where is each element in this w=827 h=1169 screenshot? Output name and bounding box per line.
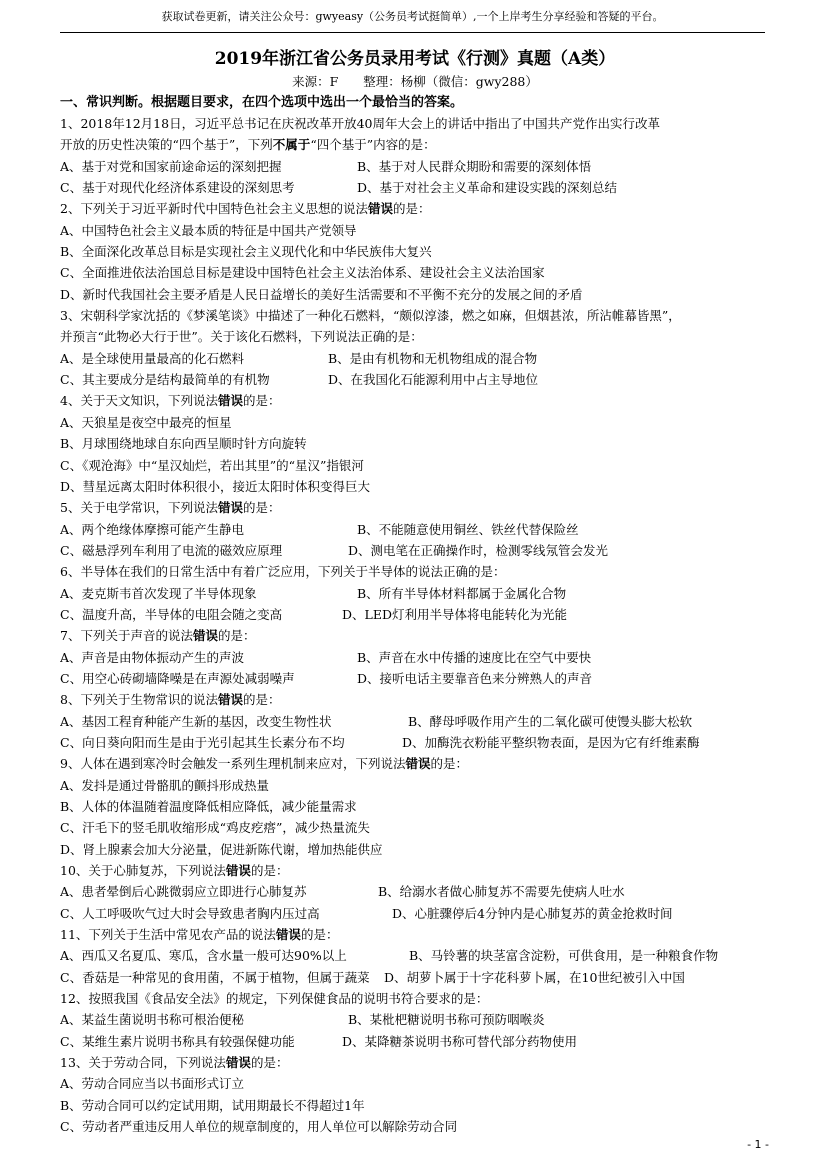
option-a: A、麦克斯韦首次发现了半导体现象 bbox=[60, 585, 257, 601]
page-header bbox=[60, 6, 765, 33]
option-b: B、全面深化改革总目标是实现社会主义现代化和中华民族伟大复兴 bbox=[60, 244, 432, 260]
option-c: C、温度升高，半导体的电阻会随之变高 bbox=[60, 606, 283, 622]
question-stem: 6、半导体在我们的日常生活中有着广泛应用，下列关于半导体的说法正确的是： bbox=[60, 564, 506, 580]
stem-text: 的是： bbox=[250, 863, 289, 879]
stem-keyword: 不属于 bbox=[272, 137, 311, 153]
stem-text: “四个基于”内容的是： bbox=[310, 137, 436, 153]
option-a: A、基因工程育种能产生新的基因，改变生物性状 bbox=[60, 713, 332, 729]
stem-keyword: 错误 bbox=[367, 201, 393, 217]
question-6 bbox=[60, 561, 770, 625]
option-b: B、不能随意使用铜丝、铁丝代替保险丝 bbox=[357, 521, 579, 537]
stem-keyword: 错误 bbox=[225, 863, 251, 879]
option-d: D、在我国化石能源利用中占主导地位 bbox=[328, 372, 539, 388]
option-b: B、基于对人民群众期盼和需要的深刻体悟 bbox=[357, 158, 592, 174]
question-9 bbox=[60, 753, 770, 860]
option-c: C、向日葵向阳而生是由于光引起其生长素分布不均 bbox=[60, 734, 345, 750]
stem-keyword: 错误 bbox=[217, 393, 243, 409]
option-row bbox=[60, 967, 770, 988]
stem-text: 13、关于劳动合同，下列说法 bbox=[60, 1055, 226, 1071]
option-a: A、患者晕倒后心跳微弱应立即进行心肺复苏 bbox=[60, 884, 307, 900]
option-a: A、两个绝缘体摩擦可能产生静电 bbox=[60, 521, 245, 537]
stem-keyword: 错误 bbox=[192, 628, 218, 644]
option-a: A、劳动合同应当以书面形式订立 bbox=[60, 1076, 245, 1092]
question-stem bbox=[60, 390, 770, 411]
stem-text: 8、下列关于生物常识的说法 bbox=[60, 692, 218, 708]
page-number: - 1 - bbox=[747, 1138, 769, 1151]
option-b: B、是由有机物和无机物组成的混合物 bbox=[328, 350, 538, 366]
question-3 bbox=[60, 305, 770, 390]
stem-text: 5、关于电学常识，下列说法 bbox=[60, 500, 218, 516]
stem-text: 的是： bbox=[392, 201, 431, 217]
option-d: D、加酶洗衣粉能平整织物表面，是因为它有纤维素酶 bbox=[402, 734, 700, 750]
question-2 bbox=[60, 198, 770, 305]
question-stem bbox=[60, 860, 770, 881]
option-d: D、基于对社会主义革命和建设实践的深刻总结 bbox=[357, 180, 618, 196]
question-stem bbox=[60, 625, 770, 646]
stem-keyword: 错误 bbox=[217, 500, 243, 516]
option-c: C、用空心砖砌墙降噪是在声源处减弱噪声 bbox=[60, 670, 295, 686]
page-subtitle: 来源：F 整理：杨柳（微信：gwy288） bbox=[292, 74, 538, 89]
question-stem bbox=[60, 689, 770, 710]
question-stem: 并预言“此物必大行于世”。关于该化石燃料，下列说法正确的是： bbox=[60, 329, 423, 345]
option-b: B、声音在水中传播的速度比在空气中要快 bbox=[357, 649, 592, 665]
stem-text: 开放的历史性决策的“四个基于”，下列 bbox=[60, 137, 273, 153]
option-b: B、马铃薯的块茎富含淀粉，可供食用，是一种粮食作物 bbox=[409, 948, 719, 964]
stem-keyword: 错误 bbox=[217, 692, 243, 708]
question-1 bbox=[60, 113, 770, 198]
question-stem: 1、2018年12月18日，习近平总书记在庆祝改革开放40周年大会上的讲话中指出了中国共产党作出实行改革 bbox=[60, 116, 660, 131]
stem-keyword: 错误 bbox=[405, 756, 431, 772]
option-row bbox=[60, 177, 770, 198]
question-stem bbox=[60, 134, 770, 155]
option-row bbox=[60, 369, 770, 390]
option-row bbox=[60, 711, 770, 732]
option-a: A、发抖是通过骨骼肌的颤抖形成热量 bbox=[60, 777, 270, 793]
question-stem bbox=[60, 753, 770, 774]
stem-text: 4、关于天文知识，下列说法 bbox=[60, 393, 218, 409]
stem-text: 的是： bbox=[242, 500, 281, 516]
option-d: D、LED灯利用半导体将电能转化为光能 bbox=[342, 606, 567, 622]
document-body bbox=[60, 46, 770, 1138]
stem-keyword: 错误 bbox=[225, 1055, 251, 1071]
question-10 bbox=[60, 860, 770, 924]
option-row bbox=[60, 647, 770, 668]
option-b: B、某枇杷糖说明书称可预防咽喉炎 bbox=[348, 1012, 545, 1028]
option-a: A、天狼星是夜空中最亮的恒星 bbox=[60, 414, 232, 430]
option-a: A、基于对党和国家前途命运的深刻把握 bbox=[60, 158, 282, 174]
stem-keyword: 错误 bbox=[275, 927, 301, 943]
question-stem bbox=[60, 198, 770, 219]
option-c: C、其主要成分是结构最简单的有机物 bbox=[60, 372, 270, 388]
option-row bbox=[60, 519, 770, 540]
option-c: C、劳动者严重违反用人单位的规章制度的，用人单位可以解除劳动合同 bbox=[60, 1119, 458, 1135]
option-d: D、某降糖茶说明书称可替代部分药物使用 bbox=[342, 1033, 578, 1049]
option-c: C、磁悬浮列车利用了电流的磁效应原理 bbox=[60, 542, 283, 558]
option-c: C、全面推进依法治国总目标是建设中国特色社会主义法治体系、建设社会主义法治国家 bbox=[60, 265, 545, 281]
stem-text: 的是： bbox=[430, 756, 468, 772]
question-11 bbox=[60, 924, 770, 988]
stem-text: 的是： bbox=[250, 1055, 289, 1071]
option-b: B、月球围绕地球自东向西呈顺时针方向旋转 bbox=[60, 436, 307, 452]
option-c: C、汗毛下的竖毛肌收缩形成“鸡皮疙瘩”，减少热量流失 bbox=[60, 820, 370, 836]
option-a: A、西瓜又名夏瓜、寒瓜，含水量一般可达90%以上 bbox=[60, 948, 347, 964]
option-b: B、劳动合同可以约定试用期，试用期最长不得超过1年 bbox=[60, 1097, 365, 1113]
option-row bbox=[60, 668, 770, 689]
question-8 bbox=[60, 689, 770, 753]
option-row bbox=[60, 945, 770, 966]
question-5 bbox=[60, 497, 770, 561]
option-b: B、给溺水者做心肺复苏不需要先使病人吐水 bbox=[378, 884, 625, 900]
option-row bbox=[60, 1031, 770, 1052]
option-c: C、香菇是一种常见的食用菌，不属于植物，但属于蔬菜 bbox=[60, 969, 370, 985]
option-d: D、新时代我国社会主要矛盾是人民日益增长的美好生活需要和不平衡不充分的发展之间的矛盾 bbox=[60, 286, 583, 302]
question-4 bbox=[60, 390, 770, 497]
option-a: A、是全球使用量最高的化石燃料 bbox=[60, 350, 245, 366]
option-a: A、某益生菌说明书称可根治便秘 bbox=[60, 1012, 245, 1028]
option-row bbox=[60, 903, 770, 924]
stem-text: 的是： bbox=[300, 927, 339, 943]
option-c: C、人工呼吸吹气过大时会导致患者胸内压过高 bbox=[60, 905, 320, 921]
option-d: D、接听电话主要靠音色来分辨熟人的声音 bbox=[357, 670, 593, 686]
option-b: B、人体的体温随着温度降低相应降低，减少能量需求 bbox=[60, 799, 357, 814]
option-row bbox=[60, 540, 770, 561]
stem-text: 10、关于心肺复苏，下列说法 bbox=[60, 863, 226, 879]
question-12 bbox=[60, 988, 770, 1052]
stem-text: 的是： bbox=[242, 692, 281, 708]
option-row bbox=[60, 604, 770, 625]
option-c: C、《观沧海》中“星汉灿烂，若出其里”的“星汉”指银河 bbox=[60, 457, 364, 473]
question-stem: 12、按照我国《食品安全法》的规定，下列保健食品的说明书符合要求的是： bbox=[60, 991, 489, 1007]
option-row bbox=[60, 583, 770, 604]
question-stem bbox=[60, 924, 770, 945]
section-heading: 一、常识判断。根据题目要求，在四个选项中选出一个最恰当的答案。 bbox=[60, 95, 464, 110]
option-row bbox=[60, 1009, 770, 1030]
stem-text: 2、下列关于习近平新时代中国特色社会主义思想的说法 bbox=[60, 201, 368, 217]
option-b: B、酵母呼吸作用产生的二氧化碳可使馒头膨大松软 bbox=[408, 713, 693, 729]
option-c: C、基于对现代化经济体系建设的深刻思考 bbox=[60, 180, 295, 196]
header-notice: 获取试卷更新，请关注公众号：gwyeasy（公务员考试挺简单）,一个上岸考生分享经验和答疑的平台。 bbox=[161, 10, 664, 23]
stem-text: 的是： bbox=[217, 628, 256, 644]
question-stem bbox=[60, 1052, 770, 1073]
option-row bbox=[60, 732, 770, 753]
option-d: D、肾上腺素会加大分泌量，促进新陈代谢，增加热能供应 bbox=[60, 841, 383, 857]
stem-text: 9、人体在遇到寒冷时会触发一系列生理机制来应对，下列说法 bbox=[60, 756, 406, 772]
question-7 bbox=[60, 625, 770, 689]
page-title: 2019年浙江省公务员录用考试《行测》真题（A类） bbox=[214, 49, 616, 69]
option-row bbox=[60, 881, 770, 902]
question-stem bbox=[60, 497, 770, 518]
stem-text: 7、下列关于声音的说法 bbox=[60, 628, 193, 644]
option-c: C、某维生素片说明书称具有较强保健功能 bbox=[60, 1033, 295, 1049]
option-a: A、声音是由物体振动产生的声波 bbox=[60, 649, 245, 665]
option-row bbox=[60, 348, 770, 369]
option-row bbox=[60, 156, 770, 177]
option-d: D、心脏骤停后4分钟内是心肺复苏的黄金抢救时间 bbox=[392, 905, 673, 921]
stem-text: 11、下列关于生活中常见农产品的说法 bbox=[60, 927, 276, 943]
option-b: B、所有半导体材料都属于金属化合物 bbox=[357, 585, 567, 601]
option-a: A、中国特色社会主义最本质的特征是中国共产党领导 bbox=[60, 222, 357, 238]
stem-text: 的是： bbox=[242, 393, 281, 409]
question-stem: 3、宋朝科学家沈括的《梦溪笔谈》中描述了一种化石燃料，“颇似淳漆，燃之如麻，但烟甚浓，所沾帷幕皆黑”， bbox=[60, 308, 681, 324]
option-d: D、胡萝卜属于十字花科萝卜属，在10世纪被引入中国 bbox=[384, 969, 685, 985]
option-d: D、彗星远离太阳时体积很小，接近太阳时体积变得巨大 bbox=[60, 478, 371, 494]
question-13 bbox=[60, 1052, 770, 1137]
option-d: D、测电笔在正确操作时，检测零线氖管会发光 bbox=[348, 542, 609, 558]
